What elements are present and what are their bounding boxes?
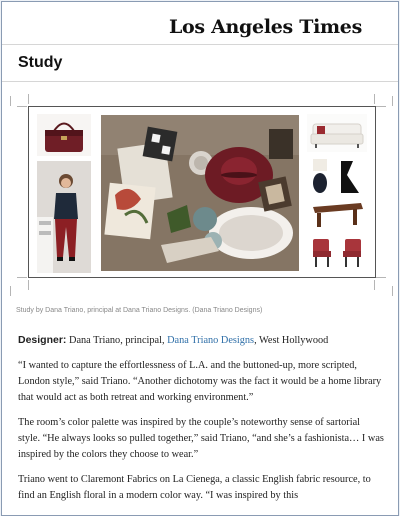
sofa-photo [307, 114, 367, 152]
paragraph: Triano went to Claremont Fabrics on La Cienega, a classic English fabric resource, to find an English floral in a modern color way. “I was inspired by this [18, 474, 371, 501]
handbag-photo [37, 114, 91, 156]
crop-mark [10, 96, 11, 106]
chairs-photo [307, 235, 367, 271]
image-caption: Study by Dana Triano, principal at Dana Triano Designs. (Dana Triano Designs) [16, 307, 263, 314]
article-body [18, 332, 384, 513]
designer-link[interactable]: Dana Triano Designs [167, 335, 255, 346]
masthead-logo[interactable]: Los Angeles Times [168, 16, 362, 38]
crop-mark [376, 277, 386, 278]
crop-mark [376, 106, 386, 107]
lamp-and-art-photo [307, 157, 367, 195]
crop-mark [17, 106, 27, 107]
crop-mark [392, 96, 393, 106]
designer-line [18, 332, 384, 349]
crop-mark [17, 277, 27, 278]
paragraph: The room’s color palette was inspired by the couple’s noteworthy sense of sartorial style. “He always looks so pulled together,” said Triano, “and she’s a fashionista… I was inspired by the colors they choose to wear.” [18, 417, 384, 460]
mood-board-image[interactable] [28, 106, 376, 278]
designer-location: , West Hollywood [254, 335, 329, 346]
masthead-divider [2, 44, 398, 45]
crop-mark [392, 286, 393, 296]
desk-photo [307, 197, 367, 231]
paragraph: “I wanted to capture the effortlessness of L.A. and the buttoned-up, more scripted, London style,” said Triano. “Another dichotomy was the fact it would be a home library that would act as both retreat and working environment.” [18, 360, 382, 403]
crop-mark [28, 280, 29, 290]
fashion-model-photo [37, 161, 91, 273]
designer-name: Dana Triano, principal, [66, 335, 168, 346]
section-title: Study [18, 54, 63, 71]
crop-mark [374, 94, 375, 104]
crop-mark [374, 280, 375, 290]
flat-lay-collage [101, 115, 299, 271]
crop-mark [10, 286, 11, 296]
section-divider [2, 81, 398, 82]
crop-mark [28, 94, 29, 104]
article-page [1, 1, 399, 516]
designer-label: Designer: [18, 334, 67, 346]
